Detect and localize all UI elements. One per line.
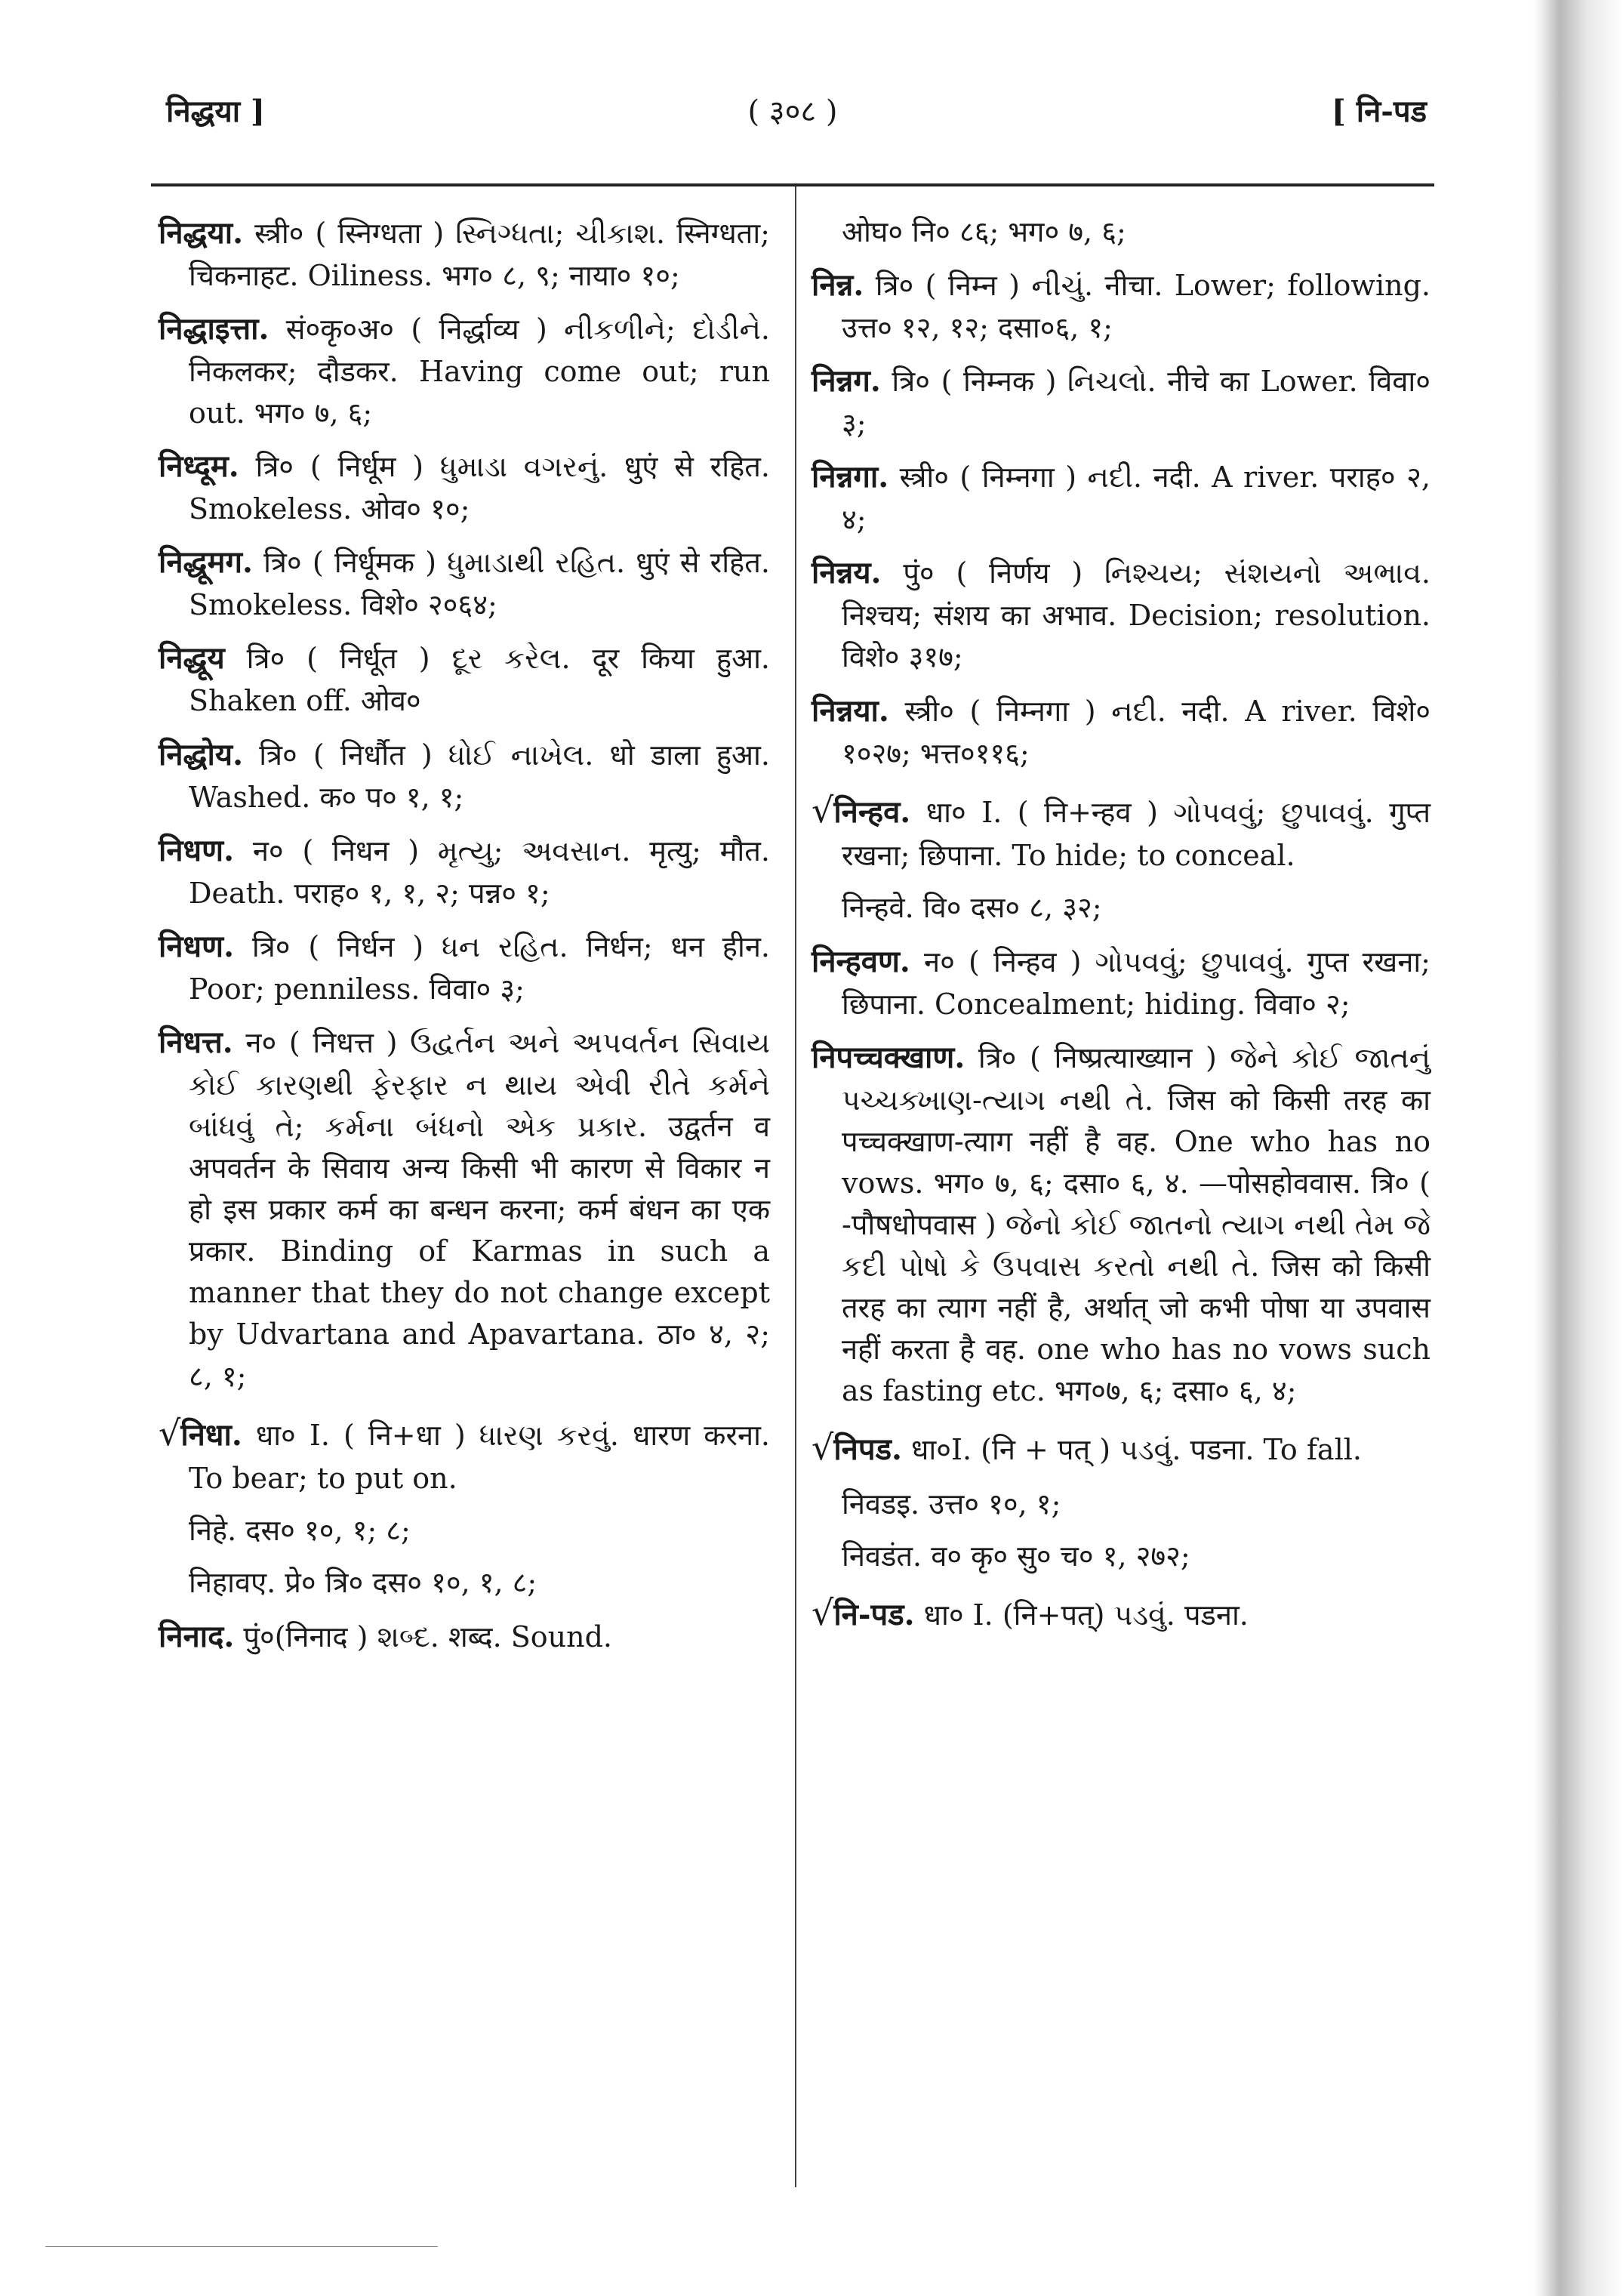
dictionary-entry	[159, 1408, 770, 1500]
dictionary-subentry	[159, 1510, 770, 1552]
dictionary-entry	[812, 785, 1431, 877]
definition-text: धा० I. ( नि+न्हव ) ગોપવવું; છુપાવવું. गुप्त रखना; छिपाना. To hide; to conceal.	[842, 795, 1431, 873]
dictionary-entry	[812, 1422, 1431, 1473]
headword: निद्धूमग.	[159, 544, 253, 581]
dictionary-entry	[812, 1588, 1431, 1638]
dictionary-subentry	[812, 211, 1431, 253]
dictionary-entry	[159, 925, 770, 1010]
definition-text: त्रि० ( निर्धूम ) ધુમાડા વગરનું. धुएं से रहित. Smokeless. ओव० १०;	[189, 450, 770, 526]
definition-text: न० ( निधन ) મૃત્યુ; અવસાન. मृत्यु; मौत. Death. पराह० १, १, २; पन्न० १;	[189, 834, 770, 910]
dictionary-entry	[159, 211, 770, 297]
definition-text: पुं०(निनाद ) શબ્દ. शब्द. Sound.	[243, 1620, 612, 1653]
definition-text: ओघ० नि० ८६; भग० ७, ६;	[842, 215, 1126, 248]
headword: निन्नग.	[812, 363, 881, 399]
left-column	[159, 211, 770, 1669]
dictionary-subentry	[812, 1484, 1431, 1525]
headword: निद्धोय.	[159, 736, 244, 772]
dictionary-subentry	[159, 1562, 770, 1604]
definition-text: त्रि० ( निर्धौत ) ધોઈ નાખેલ. धो डाला हुआ. Washed. क० प० १, १;	[189, 738, 770, 814]
dictionary-entry	[812, 264, 1431, 349]
headword: निपड.	[833, 1432, 902, 1468]
dictionary-entry	[159, 636, 770, 722]
definition-text: निहावए. प्रे० त्रि० दस० १०, १, ८;	[189, 1566, 537, 1600]
dictionary-entry	[159, 445, 770, 530]
dictionary-entry	[159, 733, 770, 818]
dictionary-entry	[159, 829, 770, 914]
headword: निधत्त.	[159, 1024, 233, 1060]
header-rule	[151, 183, 1434, 186]
verb-root-check-icon: √	[812, 1592, 834, 1634]
dictionary-entry	[812, 689, 1431, 775]
definition-text: धा० I. ( नि+धा ) ધારણ કરવું. धारण करना. To bear; to put on.	[189, 1418, 770, 1496]
header-right-catchword: [ नि-पड	[1331, 94, 1427, 129]
dictionary-entry	[159, 307, 770, 434]
headword: निन्हवण.	[812, 943, 910, 979]
headword: निध्दूम.	[159, 448, 239, 485]
page-number: ( ३०८ )	[747, 94, 838, 129]
headword: निनाद.	[159, 1618, 235, 1654]
definition-text: न० ( निन्हव ) ગોપવવું; છુપાવવું. गुप्त रखना; छिपाना. Concealment; hiding. विवा० २;	[842, 945, 1431, 1021]
definition-text: स्त्री० ( निम्नगा ) નદી. नदी. A river. पराह० २, ४;	[842, 461, 1431, 537]
definition-text: त्रि० ( निम्नक ) નિચલો. नीचे का Lower. विवा० ३;	[842, 365, 1431, 441]
definition-text: धा०I. (नि + पत् ) પડવું. पडना. To fall.	[911, 1433, 1362, 1467]
dictionary-entry	[812, 1036, 1431, 1413]
dictionary-entry	[812, 455, 1431, 541]
page-binding-edge	[1532, 0, 1623, 2296]
verb-root-check-icon: √	[812, 1427, 834, 1469]
dictionary-entry	[159, 1021, 770, 1398]
headword: निद्धया.	[159, 215, 244, 251]
dictionary-entry	[812, 359, 1431, 445]
definition-text: निन्हवे. वि० दस० ८, ३२;	[842, 891, 1102, 925]
header-left-catchword: निद्धया ]	[166, 94, 265, 129]
headword: निन्नगा.	[812, 459, 889, 495]
definition-text: त्रि० ( निम्न ) નીચું. नीचा. Lower; following. उत्त० १२, १२; दसा०६, १;	[842, 269, 1431, 345]
headword: निधा.	[180, 1416, 242, 1453]
dictionary-entry	[812, 551, 1431, 678]
headword: निपच्चक्खाण.	[812, 1039, 965, 1075]
definition-text: स्त्री० ( निम्नगा ) નદી. नदी. A river. विशे० १०२७; भत्त०११६;	[842, 694, 1431, 770]
dictionary-entry	[159, 1615, 770, 1659]
headword: निन्नया.	[812, 692, 889, 729]
definition-text: धा० I. (नि+पत्) પડવું. पडना.	[923, 1598, 1249, 1632]
headword: निन्नय.	[812, 555, 882, 591]
headword: निन्हव.	[833, 794, 911, 830]
definition-text: त्रि० ( निर्धूमक ) ધુમાડાથી રહિત. धुएं से रहित. Smokeless. विशे० २०६४;	[189, 546, 770, 622]
definition-text: सं०कृ०अ० ( निर्द्धाव्य ) નીકળીને; દોડીને. निकलकर; दौडकर. Having come out; run out. भग० ७, ६;	[189, 313, 770, 430]
definition-text: पुं० ( निर्णय ) નિશ્ચય; સંશયનો અભાવ. निश्चय; संशय का अभाव. Decision; resolution. विशे० ३१७;	[842, 556, 1431, 674]
definition-text: त्रि० ( निष्प्रत्याख्यान ) જેને કોઈ જાતનું પચ્ચક્ખાણ-ત્યાગ નથી તે. जिस को किसी तरह का पच्चक्खाण-त्याग नहीं है वह. One who has no vows. भग० ७, ६; दसा० ६, ४. —पोसहोववास. त्रि० ( -पौषधोपवास ) જેનો કોઈ જાતનો ત્યાગ નથી તેમ જે કદી પોષો કે ઉપવાસ કરતો નથી તે. जिस को किसी तरह का त्याग नहीं है, अर्थात् जो कभी पोषा या उपवास नहीं करता है वह. one who has no vows such as fasting etc. भग०७, ६; दसा० ६, ४;	[842, 1040, 1431, 1408]
page-header	[151, 82, 1434, 149]
definition-text: न० ( निधत्त ) ઉદ્વર્તન અને અપવર્તન સિવાય કોઈ કારણથી ફેરફાર ન થાય એવી રીતે કર્મને બાંધવું તે; કર્મના બંધનો એક પ્રકાર. उद्वर्तन व अपवर्तन के सिवाय अन्य किसी भी कारण से विकार न हो इस प्रकार कर्म का बन्धन करना; कर्म बंधन का एक प्रकार. Binding of Karmas in such a manner that they do not change except by Udvartana and Apavartana. ठा० ४, २; ८, १;	[189, 1025, 770, 1393]
dictionary-entry	[159, 541, 770, 626]
definition-text: निवडंत. व० कृ० सु० च० १, २७२;	[842, 1539, 1190, 1573]
headword: निद्धाइत्ता.	[159, 311, 269, 347]
right-column	[812, 211, 1431, 1649]
definition-text: त्रि० ( निर्धूत ) દૂર કરેલ. दूर किया हुआ. Shaken off. ओव०	[189, 642, 770, 718]
headword: निधण.	[159, 928, 235, 964]
dictionary-subentry	[812, 1536, 1431, 1577]
definition-text: स्त्री० ( स्निग्धता ) સ્નિગ્ધતા; ચીકાશ. स्निग्धता; चिकनाहट. Oiliness. भग० ८, ९; नाया० १०;	[189, 217, 770, 292]
headword: निन्न.	[812, 267, 864, 304]
headword: निधण.	[159, 832, 235, 868]
headword: नि-पड.	[833, 1597, 915, 1633]
dictionary-subentry	[812, 887, 1431, 929]
verb-root-check-icon: √	[159, 1412, 181, 1453]
footer-rule	[45, 2246, 438, 2247]
headword: निद्धूय	[159, 640, 225, 676]
definition-text: त्रि० ( निर्धन ) ધન રહિત. निर्धन; धन हीन. Poor; penniless. विवा० ३;	[189, 929, 770, 1006]
definition-text: निहे. दस० १०, १; ८;	[189, 1514, 411, 1548]
definition-text: निवडइ. उत्त० १०, १;	[842, 1487, 1061, 1521]
dictionary-entry	[812, 940, 1431, 1025]
column-divider	[795, 186, 796, 2187]
verb-root-check-icon: √	[812, 789, 834, 831]
